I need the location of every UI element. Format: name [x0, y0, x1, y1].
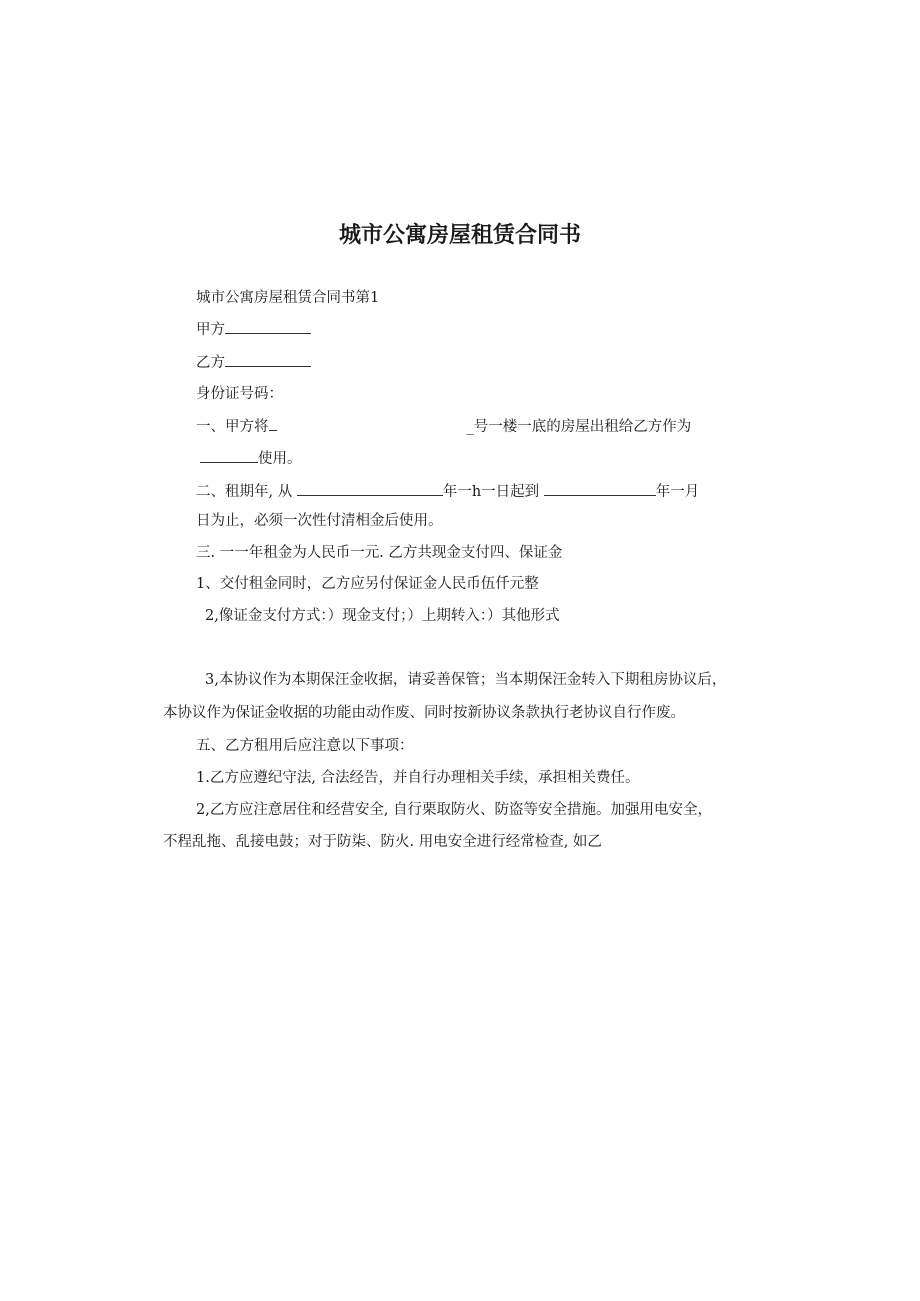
contract-subtitle: 城市公寓房屋租赁合同书第1	[196, 290, 380, 306]
clause-2-end: 年一月	[655, 484, 700, 500]
clause-2-cont: 日为止，必须一次性付清相金后使用。	[196, 513, 443, 529]
clause-1-line	[196, 416, 691, 437]
deposit-item-1-line	[196, 574, 539, 594]
notice-item-1-line	[196, 768, 640, 788]
party-a-label: 甲方	[196, 322, 225, 338]
usage-blank	[200, 448, 258, 463]
document-title: 城市公寓房屋租赁合同书	[338, 223, 581, 248]
clause-2-start: 二、租期年, 从	[196, 484, 293, 500]
clause-2-line	[196, 481, 699, 502]
id-number-line	[196, 384, 283, 404]
clause-5-line	[196, 736, 414, 756]
clause-1-end: _号一楼一底的房屋出租给乙方作为	[466, 419, 692, 435]
usage-line	[200, 448, 302, 469]
deposit-item-3: 3,本协议作为本期保汪金收据，请妥善保管；当本期保汪金转入下期租房协议后，	[205, 672, 727, 688]
clause-2-cont-line	[196, 511, 443, 531]
clause-2-blank-start	[297, 481, 443, 496]
clause-3: 三. 一一年租金为人民币一元. 乙方共现金支付四、保证金	[196, 545, 563, 561]
id-number-label: 身份证号码：	[196, 386, 283, 402]
notice-item-2-cont: 不程乱拖、乱接电鼓；对于防柒、防火. 用电安全进行经常检查, 如乙	[163, 834, 602, 850]
party-b-line	[196, 352, 311, 373]
clause-1-blank-a	[269, 416, 277, 431]
deposit-item-1: 1、交付租金同时，乙方应另付保证金人民币伍仟元整	[196, 576, 539, 592]
clause-2-blank-end	[544, 481, 656, 496]
usage-text: 使用。	[258, 451, 302, 467]
deposit-item-2: 2,像证金支付方式：）现金支付；）上期转入：）其他形式	[205, 608, 560, 624]
party-a-line	[196, 319, 311, 340]
party-a-blank	[225, 319, 311, 334]
deposit-item-2-line	[205, 606, 560, 626]
deposit-item-3-line	[205, 670, 726, 690]
deposit-item-3-cont: 本协议作为保证金收据的功能由动作废、同时按新协议条款执行老协议自行作废。	[163, 705, 685, 721]
notice-item-2-cont-line	[163, 832, 602, 852]
notice-item-2-line	[196, 800, 712, 820]
deposit-item-3-cont-line	[163, 703, 685, 723]
notice-item-1: 1.乙方应遵纪守法, 合法经告，并自行办理相关手续，承担相关费任。	[196, 770, 640, 786]
clause-3-line	[196, 543, 562, 563]
clause-1-start: 一、甲方将	[196, 419, 269, 435]
party-b-label: 乙方	[196, 355, 225, 371]
clause-5: 五、乙方租用后应注意以下事项：	[196, 738, 414, 754]
party-b-blank	[225, 352, 311, 367]
clause-2-middle: 年一h一日起到	[442, 484, 540, 500]
contract-subtitle-line	[196, 288, 379, 308]
notice-item-2: 2,乙方应注意居住和经营安全, 自行栗取防火、防盗等安全措施。加强用电安全，	[196, 802, 713, 818]
